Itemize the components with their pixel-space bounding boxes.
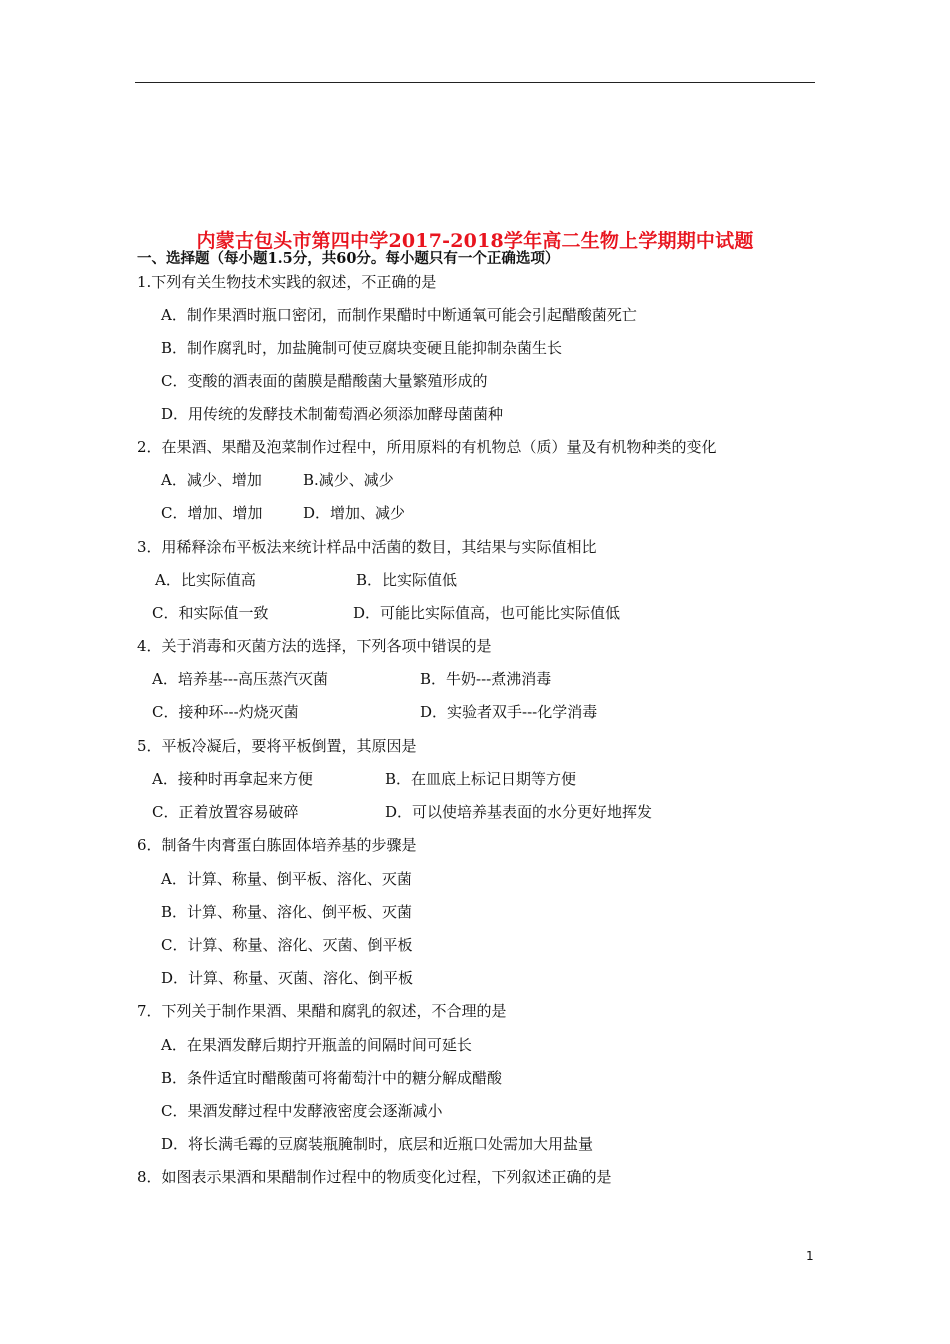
option: B.减少、减少: [303, 471, 394, 489]
option: B．比实际值低: [356, 571, 458, 589]
option: D．实验者双手---化学消毒: [420, 703, 598, 721]
question-stem: 1.下列有关生物技术实践的叙述，不正确的是: [137, 273, 437, 291]
option: D．计算、称量、灭菌、溶化、倒平板: [161, 969, 414, 987]
option: B．制作腐乳时，加盐腌制可使豆腐块变硬且能抑制杂菌生长: [161, 339, 563, 357]
option: B．在皿底上标记日期等方便: [385, 770, 577, 788]
option: A．计算、称量、倒平板、溶化、灭菌: [161, 870, 412, 888]
option: D．可以使培养基表面的水分更好地挥发: [385, 803, 653, 821]
question-stem: 3．用稀释涂布平板法来统计样品中活菌的数目，其结果与实际值相比: [137, 538, 597, 556]
option: B．计算、称量、溶化、倒平板、灭菌: [161, 903, 413, 921]
page-number: 1: [806, 1249, 814, 1263]
option: C．接种环---灼烧灭菌: [152, 703, 299, 721]
option: A．培养基---高压蒸汽灭菌: [152, 670, 329, 688]
option: C．变酸的酒表面的菌膜是醋酸菌大量繁殖形成的: [161, 372, 488, 390]
option: C．增加、增加: [161, 504, 263, 522]
option: A．接种时再拿起来方便: [152, 770, 313, 788]
question-stem: 7．下列关于制作果酒、果醋和腐乳的叙述，不合理的是: [137, 1002, 507, 1020]
header-rule: [135, 82, 815, 83]
option: C．计算、称量、溶化、灭菌、倒平板: [161, 936, 413, 954]
question-stem: 5．平板冷凝后，要将平板倒置，其原因是: [137, 737, 417, 755]
option: D．增加、减少: [303, 504, 406, 522]
option: A．制作果酒时瓶口密闭，而制作果醋时中断通氧可能会引起醋酸菌死亡: [161, 306, 637, 324]
option: A．减少、增加: [161, 471, 262, 489]
option: A．在果酒发酵后期拧开瓶盖的间隔时间可延长: [161, 1036, 472, 1054]
question-stem: 6．制备牛肉膏蛋白胨固体培养基的步骤是: [137, 836, 417, 854]
option: D．可能比实际值高，也可能比实际值低: [353, 604, 621, 622]
section-heading: 一、选择题（每小题1.5分，共60分。每小题只有一个正确选项）: [137, 250, 560, 267]
option: C．正着放置容易破碎: [152, 803, 299, 821]
question-stem: 2．在果酒、果醋及泡菜制作过程中，所用原料的有机物总（质）量及有机物种类的变化: [137, 438, 717, 456]
question-stem: 8．如图表示果酒和果醋制作过程中的物质变化过程，下列叙述正确的是: [137, 1168, 612, 1186]
question-stem: 4．关于消毒和灭菌方法的选择，下列各项中错误的是: [137, 637, 492, 655]
page-title: 内蒙古包头市第四中学2017-2018学年高二生物上学期期中试题: [196, 230, 754, 252]
option: C．和实际值一致: [152, 604, 269, 622]
option: B．条件适宜时醋酸菌可将葡萄汁中的糖分解成醋酸: [161, 1069, 503, 1087]
option: D．用传统的发酵技术制葡萄酒必须添加酵母菌菌种: [161, 405, 504, 423]
option: D．将长满毛霉的豆腐装瓶腌制时，底层和近瓶口处需加大用盐量: [161, 1135, 594, 1153]
option: B．牛奶---煮沸消毒: [420, 670, 552, 688]
option: C．果酒发酵过程中发酵液密度会逐渐减小: [161, 1102, 443, 1120]
option: A．比实际值高: [155, 571, 256, 589]
